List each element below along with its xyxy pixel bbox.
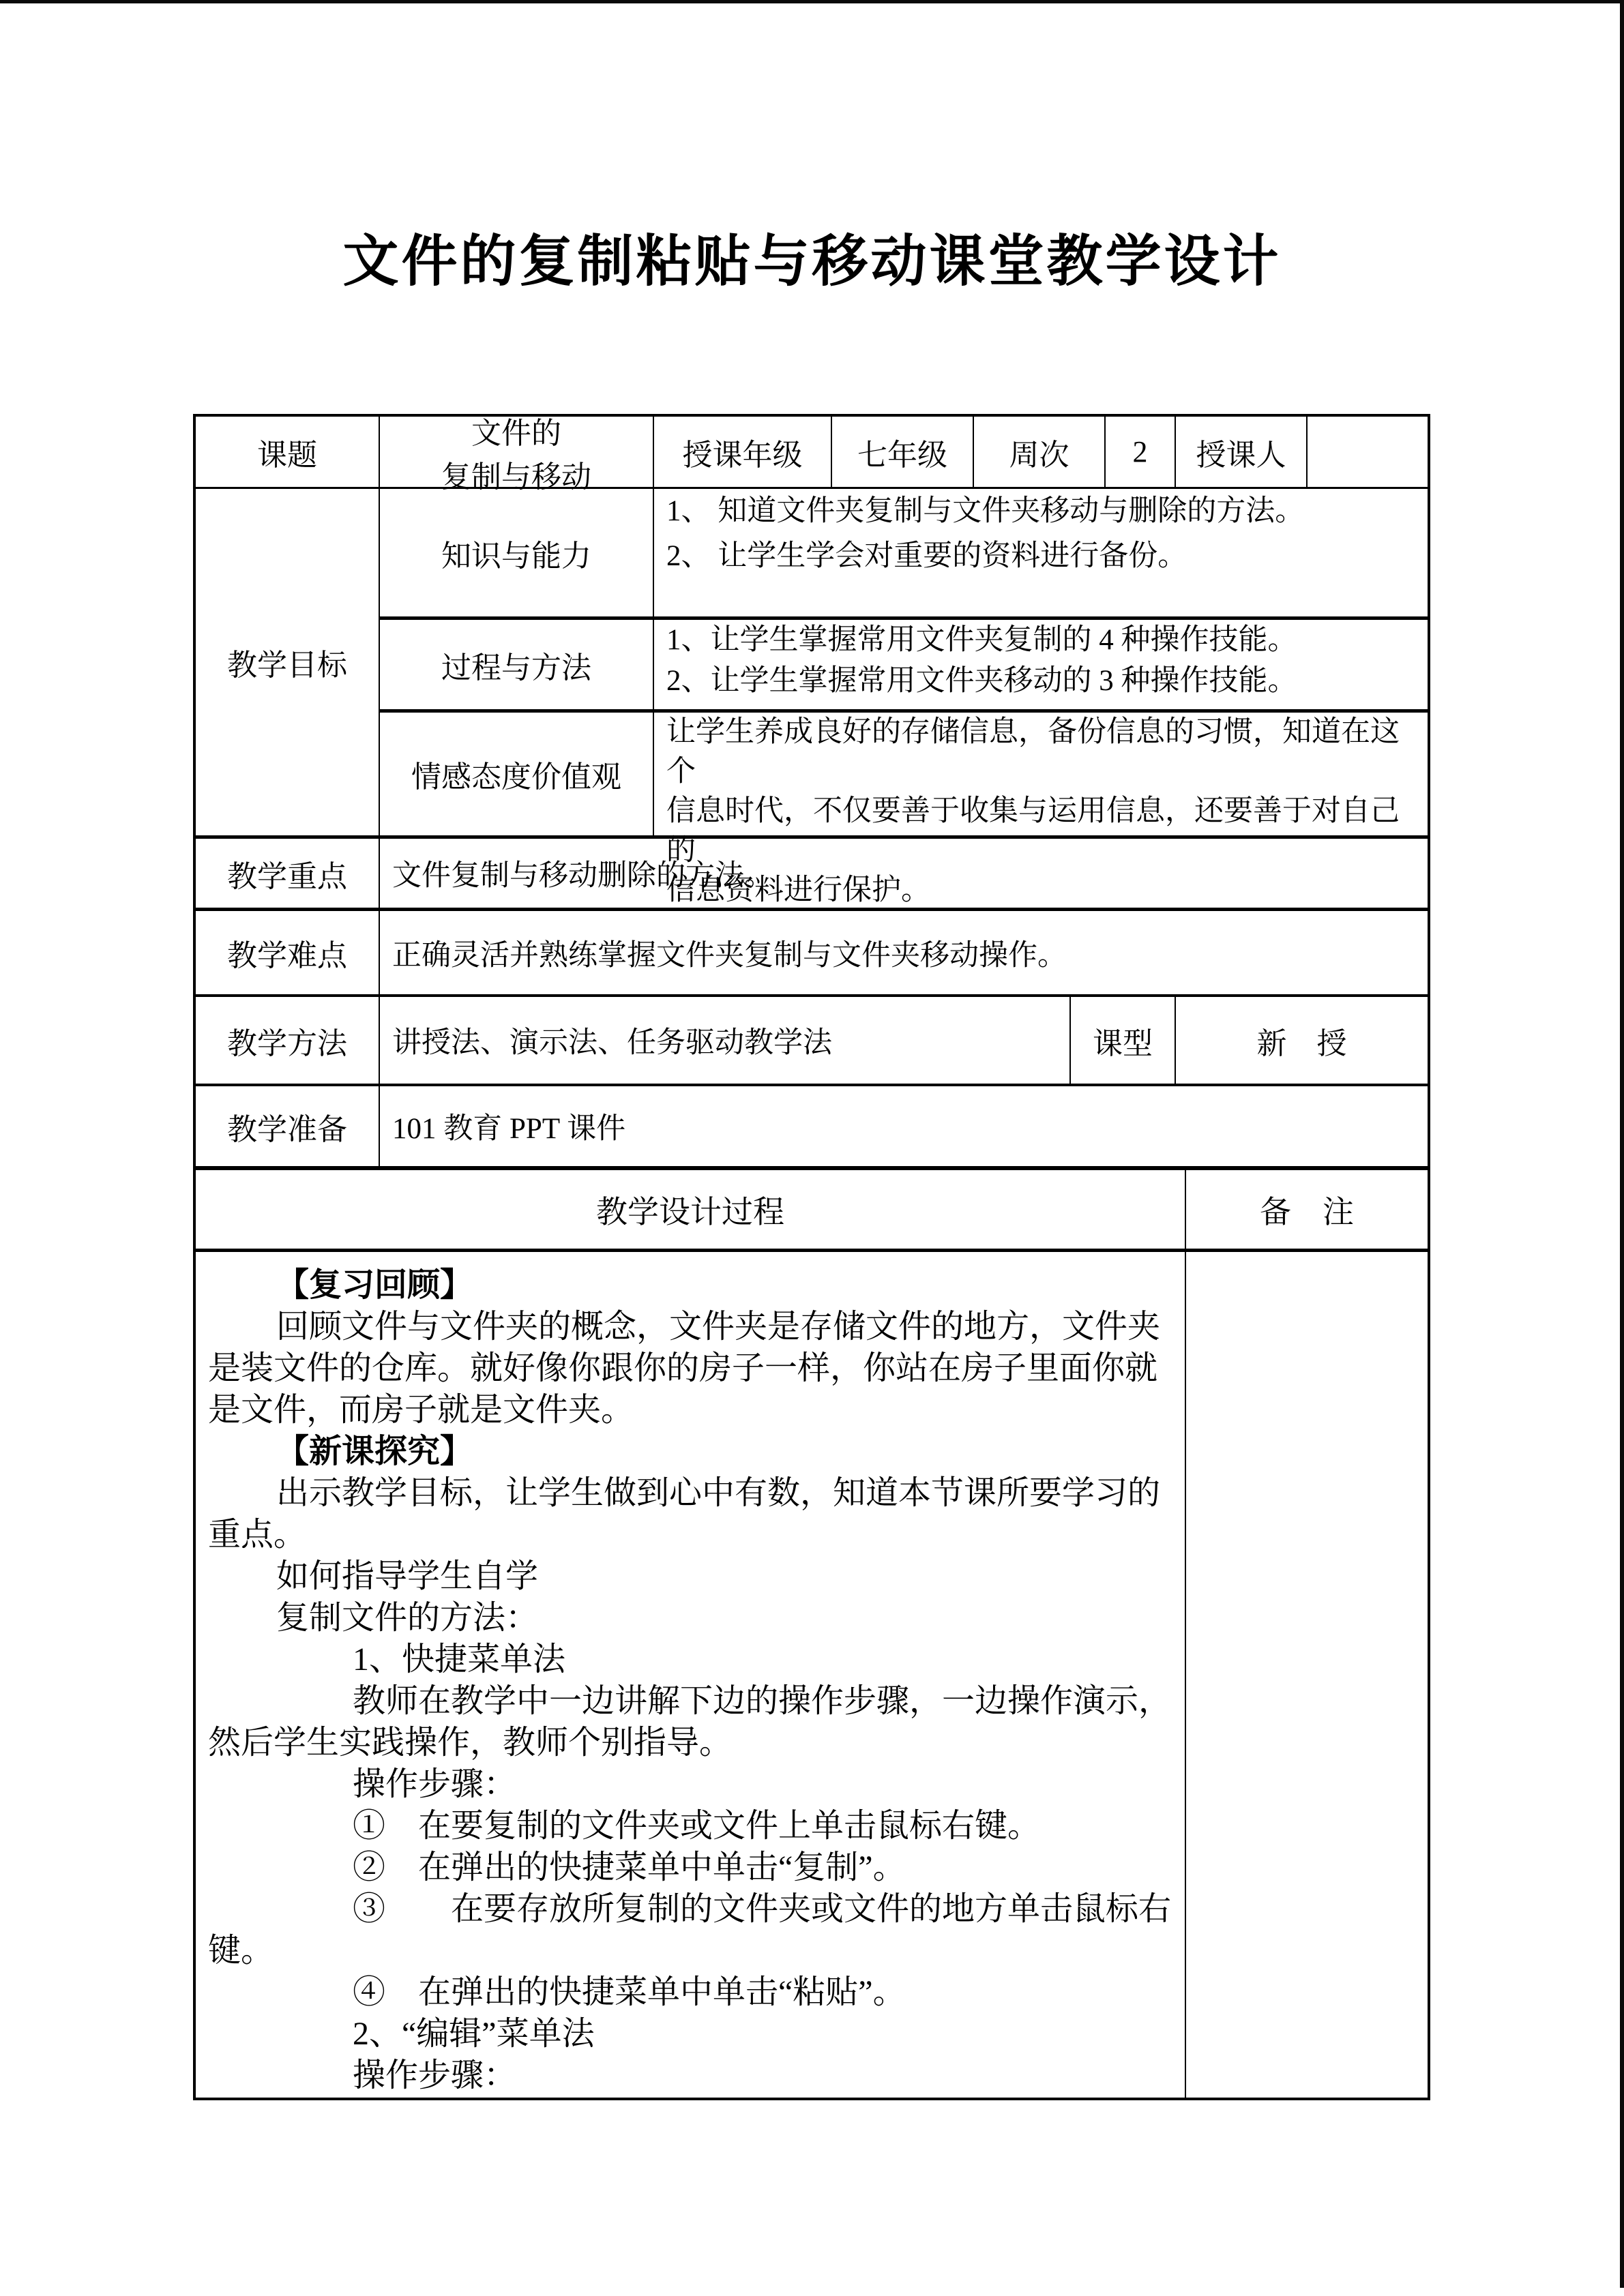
table-row-design-header [196, 1170, 1428, 1252]
process-label: 过程与方法 [380, 620, 654, 709]
lesson-plan-table [193, 414, 1430, 2100]
content-line: 复制文件的方法： [276, 1600, 539, 1636]
knowledge-label: 知识与能力 [380, 489, 654, 616]
goal-row-process [380, 620, 1428, 713]
subject-value-line1: 文件的 [471, 416, 561, 450]
week-label: 周次 [974, 417, 1106, 487]
subject-value-line2: 复制与移动 [441, 460, 591, 494]
scan-edge-right [1620, 0, 1624, 2288]
preparation-label: 教学准备 [196, 1086, 380, 1166]
content-line: 重点。 [208, 1517, 307, 1553]
note-column-empty [1186, 1252, 1428, 2098]
design-process-header: 教学设计过程 [196, 1170, 1186, 1249]
content-line: 是文件，而房子就是文件夹。 [208, 1392, 634, 1428]
design-process-content [196, 1252, 1186, 2098]
subject-value [380, 416, 654, 494]
content-line: ① 在要复制的文件夹或文件上单击鼠标右键。 [353, 1808, 1041, 1844]
content-line: 出示教学目标，让学生做到心中有数，知道本节课所要学习的 [276, 1475, 1161, 1511]
goals-label: 教学目标 [196, 489, 380, 835]
scan-edge-top [0, 0, 1624, 3]
emotion-line2: 信息时代，不仅要善于收集与运用信息，还要善于对自己的 [666, 795, 1400, 867]
content-line: 回顾文件与文件夹的概念，文件夹是存储文件的地方，文件夹 [276, 1309, 1161, 1345]
goal-row-knowledge [380, 489, 1428, 620]
key-point-label: 教学重点 [196, 839, 380, 908]
difficulty-label: 教学难点 [196, 911, 380, 994]
course-type-label: 课型 [1071, 997, 1176, 1084]
note-header: 备 注 [1260, 1194, 1354, 1229]
content-line: 【复习回顾】 [276, 1267, 473, 1303]
process-line1: 1、让学生掌握常用文件夹复制的 4 种操作技能。 [666, 624, 1297, 656]
content-line: 操作步骤： [353, 1766, 517, 1802]
grade-label: 授课年级 [654, 417, 832, 487]
content-line: ② 在弹出的快捷菜单中单击“复制”。 [353, 1849, 906, 1885]
emotion-line3: 信息资料进行保护。 [666, 874, 930, 906]
table-row-design-content [196, 1252, 1428, 2098]
emotion-content [654, 713, 1428, 906]
process-content [654, 620, 1428, 709]
content-line: 是装文件的仓库。就好像你跟你的房子一样，你站在房子里面你就 [208, 1350, 1158, 1386]
table-row-method [196, 997, 1428, 1086]
key-point-content: 文件复制与移动删除的方法。 [392, 860, 773, 892]
subject-label: 课题 [196, 417, 380, 487]
content-line: 2、“编辑”菜单法 [353, 2016, 595, 2052]
table-row-difficulty [196, 911, 1428, 997]
content-line: 教师在教学中一边讲解下边的操作步骤，一边操作演示， [353, 1683, 1172, 1719]
process-line2: 2、让学生掌握常用文件夹移动的 3 种操作技能。 [666, 665, 1297, 697]
method-content: 讲授法、演示法、任务驱动教学法 [380, 997, 1071, 1084]
table-row-preparation [196, 1086, 1428, 1170]
content-line: 如何指导学生自学 [276, 1558, 539, 1594]
content-line: ④ 在弹出的快捷菜单中单击“粘贴”。 [353, 1974, 906, 2010]
knowledge-line1: 1、 知道文件夹复制与文件夹移动与删除的方法。 [666, 495, 1305, 527]
preparation-content: 101 教育 PPT 课件 [392, 1113, 626, 1145]
content-line: 操作步骤： [353, 2057, 517, 2093]
table-row-key-point [196, 839, 1428, 911]
table-row-subject [196, 416, 1428, 494]
content-line: ③ 在要存放所复制的文件夹或文件的地方单击鼠标右 [353, 1891, 1172, 1927]
teacher-value-empty [1308, 417, 1428, 487]
teacher-label: 授课人 [1176, 417, 1308, 487]
method-label: 教学方法 [196, 997, 380, 1084]
content-line: 键。 [208, 1933, 274, 1969]
grade-value: 七年级 [832, 417, 974, 487]
emotion-line1: 让学生养成良好的存储信息，备份信息的习惯，知道在这个 [666, 716, 1400, 788]
content-line: 【新课探究】 [276, 1433, 473, 1470]
knowledge-line2: 2、 让学生学会对重要的资料进行备份。 [666, 540, 1187, 572]
emotion-label: 情感态度价值观 [380, 713, 654, 835]
content-line: 1、快捷菜单法 [353, 1641, 566, 1678]
difficulty-content: 正确灵活并熟练掌握文件夹复制与文件夹移动操作。 [392, 939, 1067, 972]
content-line: 然后学生实践操作，教师个别指导。 [208, 1725, 733, 1761]
page-title: 文件的复制粘贴与移动课堂教学设计 [342, 230, 1282, 293]
week-value: 2 [1106, 417, 1176, 487]
course-type-value: 新 授 [1256, 1026, 1347, 1060]
knowledge-content [654, 489, 1428, 616]
